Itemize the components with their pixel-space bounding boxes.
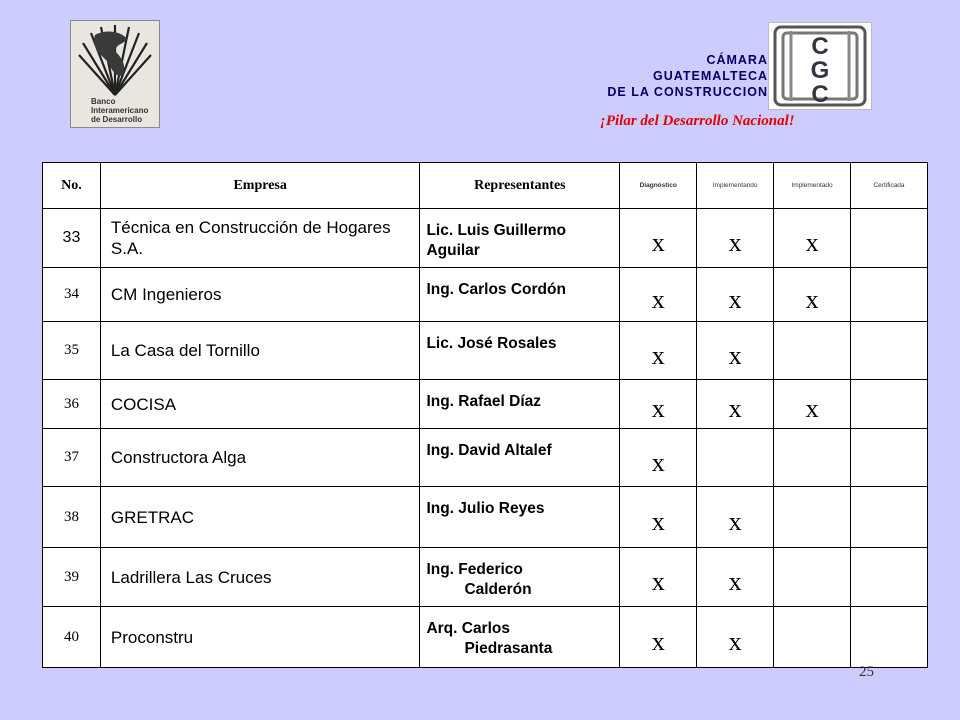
company-name: Técnica en Construcción de Hogares S.A. [100,209,420,268]
implementado-mark [774,548,851,607]
implementando-mark [697,429,774,487]
representative [420,429,620,487]
table-row [43,268,928,322]
representative-line: Ing. Federico [426,561,523,578]
bid-logo-line: Interamericano [91,106,149,115]
implementando-mark: x [697,487,774,548]
certificada-mark [851,487,928,548]
company-name: Ladrillera Las Cruces [100,548,420,607]
table-row [43,487,928,548]
representative [420,268,620,322]
row-number: 34 [43,268,101,322]
header-certificada: Certificada [851,163,928,209]
header-implementando: Implementando [697,163,774,209]
bid-logo [70,20,160,128]
header-representantes: Representantes [420,163,620,209]
representative [420,607,620,668]
row-number: 36 [43,380,101,429]
certificada-mark [851,607,928,668]
implementando-mark: x [697,607,774,668]
row-number: 35 [43,322,101,380]
table-row [43,548,928,607]
representative-line: Ing. David Altalef [426,442,552,459]
company-name: La Casa del Tornillo [100,322,420,380]
representative [420,548,620,607]
header-implementado: Implementado [774,163,851,209]
diagnostico-mark: x [620,607,697,668]
cgc-name [607,52,768,100]
globe-icon [77,25,153,97]
implementado-mark [774,322,851,380]
row-number: 40 [43,607,101,668]
row-number: 38 [43,487,101,548]
representative [420,209,620,268]
certificada-mark [851,268,928,322]
representative [420,487,620,548]
company-name: Constructora Alga [100,429,420,487]
representative [420,322,620,380]
table-row [43,429,928,487]
representative-line: Calderón [464,581,532,598]
representative-line: Piedrasanta [464,640,553,657]
certificada-mark [851,548,928,607]
cgc-name-line: CÁMARA [706,53,768,67]
company-name: Proconstru [100,607,420,668]
representative-line: Ing. Rafael Díaz [426,393,541,410]
implementado-mark [774,487,851,548]
implementado-mark [774,429,851,487]
row-number: 33 [43,209,101,268]
diagnostico-mark: x [620,268,697,322]
representative-line: Lic. Luis Guillermo [426,222,566,239]
implementando-mark: x [697,380,774,429]
diagnostico-mark: x [620,429,697,487]
bid-logo-line: de Desarrollo [91,115,143,124]
table-row [43,322,928,380]
cgc-name-line: GUATEMALTECA [653,69,768,83]
diagnostico-mark: x [620,209,697,268]
diagnostico-mark: x [620,380,697,429]
header-no: No. [43,163,101,209]
bid-logo-text [91,97,157,124]
representative-line: Ing. Carlos Cordón [426,281,566,298]
company-name: COCISA [100,380,420,429]
table-row [43,209,928,268]
certificada-mark [851,322,928,380]
cgc-letter-c2: C [811,81,829,108]
header-empresa: Empresa [100,163,420,209]
representative [420,380,620,429]
implementado-mark: x [774,268,851,322]
companies-table [42,162,928,668]
implementado-mark: x [774,209,851,268]
cgc-letter-c: C [811,33,829,60]
representative-line: Lic. José Rosales [426,335,557,352]
row-number: 39 [43,548,101,607]
representative-line: Arq. Carlos [426,620,510,637]
company-name: GRETRAC [100,487,420,548]
bid-logo-line: Banco [91,97,116,106]
slogan: ¡Pilar del Desarrollo Nacional! [600,113,795,129]
page-number: 25 [859,664,874,680]
diagnostico-mark: x [620,487,697,548]
implementando-mark: x [697,322,774,380]
diagnostico-mark: x [620,322,697,380]
certificada-mark [851,429,928,487]
diagnostico-mark: x [620,548,697,607]
cgc-logo-graphic [769,23,871,109]
implementando-mark: x [697,209,774,268]
implementando-mark: x [697,548,774,607]
table-row [43,607,928,668]
implementado-mark [774,607,851,668]
cgc-name-line: DE LA CONSTRUCCION [607,85,768,99]
table-row [43,380,928,429]
company-name: CM Ingenieros [100,268,420,322]
table-header-row [43,163,928,209]
representative-line: Aguilar [426,242,480,259]
certificada-mark [851,209,928,268]
representative-line: Ing. Julio Reyes [426,500,545,517]
header-diagnostico: Diagnóstico [620,163,697,209]
certificada-mark [851,380,928,429]
cgc-letter-g: G [810,57,830,84]
row-number: 37 [43,429,101,487]
cgc-logo [768,22,872,110]
implementado-mark: x [774,380,851,429]
implementando-mark: x [697,268,774,322]
